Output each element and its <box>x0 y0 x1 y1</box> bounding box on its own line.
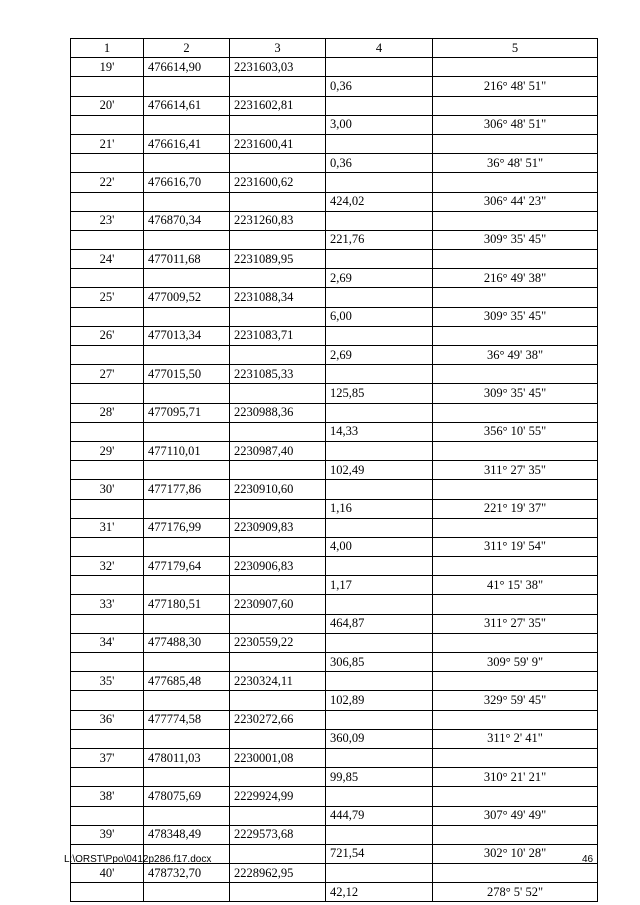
point-id-cell <box>71 537 144 556</box>
table-row <box>71 365 598 384</box>
x-coordinate-cell <box>144 77 230 96</box>
bearing-cell <box>433 173 598 192</box>
table-row <box>71 173 598 192</box>
point-id-cell <box>71 499 144 518</box>
point-id-cell: 38' <box>71 787 144 806</box>
distance-cell: 14,33 <box>326 422 433 441</box>
y-coordinate-cell <box>230 422 326 441</box>
distance-cell <box>326 633 433 652</box>
y-coordinate-cell: 2230907,60 <box>230 595 326 614</box>
point-id-cell: 32' <box>71 557 144 576</box>
x-coordinate-cell: 477685,48 <box>144 672 230 691</box>
distance-cell <box>326 825 433 844</box>
y-coordinate-cell <box>230 461 326 480</box>
point-id-cell <box>71 461 144 480</box>
table-row <box>71 77 598 96</box>
y-coordinate-cell: 2231603,03 <box>230 58 326 77</box>
distance-cell <box>326 250 433 269</box>
table-row <box>71 441 598 460</box>
point-id-cell: 21' <box>71 134 144 153</box>
table-row <box>71 518 598 537</box>
table-row <box>71 115 598 134</box>
point-id-cell <box>71 115 144 134</box>
y-coordinate-cell: 2231600,62 <box>230 173 326 192</box>
x-coordinate-cell <box>144 307 230 326</box>
point-id-cell: 22' <box>71 173 144 192</box>
table-row <box>71 211 598 230</box>
distance-cell: 125,85 <box>326 384 433 403</box>
distance-cell: 0,36 <box>326 77 433 96</box>
bearing-cell: 306° 44' 23" <box>433 192 598 211</box>
point-id-cell <box>71 77 144 96</box>
y-coordinate-cell: 2230906,83 <box>230 557 326 576</box>
point-id-cell <box>71 384 144 403</box>
y-coordinate-cell: 2231083,71 <box>230 326 326 345</box>
point-id-cell: 26' <box>71 326 144 345</box>
table-row <box>71 806 598 825</box>
bearing-cell <box>433 250 598 269</box>
point-id-cell: 30' <box>71 480 144 499</box>
distance-cell: 3,00 <box>326 115 433 134</box>
bearing-cell: 311° 27' 35" <box>433 461 598 480</box>
point-id-cell: 23' <box>71 211 144 230</box>
bearing-cell <box>433 633 598 652</box>
page-number: 46 <box>582 854 594 865</box>
bearing-cell: 307° 49' 49" <box>433 806 598 825</box>
table-row <box>71 653 598 672</box>
bearing-cell: 221° 19' 37" <box>433 499 598 518</box>
distance-cell: 721,54 <box>326 844 433 863</box>
bearing-cell: 36° 49' 38" <box>433 346 598 365</box>
point-id-cell: 24' <box>71 250 144 269</box>
x-coordinate-cell: 476616,70 <box>144 173 230 192</box>
table-row <box>71 633 598 652</box>
bearing-cell <box>433 557 598 576</box>
x-coordinate-cell <box>144 115 230 134</box>
y-coordinate-cell <box>230 154 326 173</box>
distance-cell <box>326 365 433 384</box>
point-id-cell: 28' <box>71 403 144 422</box>
bearing-cell <box>433 748 598 767</box>
point-id-cell <box>71 192 144 211</box>
table-row <box>71 134 598 153</box>
x-coordinate-cell <box>144 461 230 480</box>
column-header-4: 4 <box>326 39 433 58</box>
distance-cell: 0,36 <box>326 154 433 173</box>
table-row <box>71 825 598 844</box>
bearing-cell <box>433 134 598 153</box>
distance-cell: 4,00 <box>326 537 433 556</box>
bearing-cell <box>433 864 598 883</box>
point-id-cell: 39' <box>71 825 144 844</box>
distance-cell: 1,17 <box>326 576 433 595</box>
x-coordinate-cell <box>144 154 230 173</box>
bearing-cell <box>433 365 598 384</box>
table-row <box>71 403 598 422</box>
x-coordinate-cell <box>144 576 230 595</box>
column-header-2: 2 <box>144 39 230 58</box>
y-coordinate-cell: 2230324,11 <box>230 672 326 691</box>
point-id-cell: 34' <box>71 633 144 652</box>
table-row <box>71 557 598 576</box>
distance-cell <box>326 173 433 192</box>
bearing-cell: 302° 10' 28" <box>433 844 598 863</box>
distance-cell: 444,79 <box>326 806 433 825</box>
y-coordinate-cell: 2231600,41 <box>230 134 326 153</box>
distance-cell: 102,89 <box>326 691 433 710</box>
y-coordinate-cell <box>230 768 326 787</box>
bearing-cell: 309° 59' 9" <box>433 653 598 672</box>
table-row <box>71 768 598 787</box>
distance-cell: 1,16 <box>326 499 433 518</box>
table-row <box>71 480 598 499</box>
x-coordinate-cell <box>144 729 230 748</box>
distance-cell <box>326 557 433 576</box>
y-coordinate-cell: 2231085,33 <box>230 365 326 384</box>
point-id-cell: 25' <box>71 288 144 307</box>
table-body <box>71 39 598 902</box>
x-coordinate-cell <box>144 384 230 403</box>
table-row <box>71 288 598 307</box>
column-header-3: 3 <box>230 39 326 58</box>
point-id-cell: 31' <box>71 518 144 537</box>
x-coordinate-cell: 476616,41 <box>144 134 230 153</box>
bearing-cell <box>433 58 598 77</box>
distance-cell <box>326 710 433 729</box>
y-coordinate-cell: 2228962,95 <box>230 864 326 883</box>
bearing-cell: 309° 35' 45" <box>433 307 598 326</box>
bearing-cell <box>433 288 598 307</box>
point-id-cell <box>71 422 144 441</box>
distance-cell <box>326 58 433 77</box>
distance-cell: 6,00 <box>326 307 433 326</box>
y-coordinate-cell <box>230 77 326 96</box>
distance-cell <box>326 787 433 806</box>
table-row <box>71 96 598 115</box>
point-id-cell: 20' <box>71 96 144 115</box>
y-coordinate-cell <box>230 537 326 556</box>
distance-cell <box>326 480 433 499</box>
y-coordinate-cell <box>230 269 326 288</box>
y-coordinate-cell <box>230 844 326 863</box>
x-coordinate-cell <box>144 230 230 249</box>
bearing-cell <box>433 518 598 537</box>
bearing-cell: 329° 59' 45" <box>433 691 598 710</box>
y-coordinate-cell: 2231260,83 <box>230 211 326 230</box>
bearing-cell: 278° 5' 52" <box>433 883 598 902</box>
x-coordinate-cell: 476614,61 <box>144 96 230 115</box>
bearing-cell: 311° 19' 54" <box>433 537 598 556</box>
point-id-cell <box>71 768 144 787</box>
table-row <box>71 883 598 902</box>
y-coordinate-cell <box>230 806 326 825</box>
table-row <box>71 326 598 345</box>
x-coordinate-cell: 477110,01 <box>144 441 230 460</box>
table-row <box>71 691 598 710</box>
x-coordinate-cell <box>144 614 230 633</box>
point-id-cell <box>71 154 144 173</box>
x-coordinate-cell: 477009,52 <box>144 288 230 307</box>
bearing-cell <box>433 710 598 729</box>
distance-cell <box>326 326 433 345</box>
footer-file-path: L:\ORST\Ppo\0412p286.f17.docx <box>64 854 212 865</box>
x-coordinate-cell: 477177,86 <box>144 480 230 499</box>
table-row <box>71 576 598 595</box>
y-coordinate-cell <box>230 691 326 710</box>
point-id-cell: 35' <box>71 672 144 691</box>
bearing-cell <box>433 825 598 844</box>
y-coordinate-cell: 2230001,08 <box>230 748 326 767</box>
table-row <box>71 537 598 556</box>
x-coordinate-cell <box>144 269 230 288</box>
bearing-cell <box>433 480 598 499</box>
point-id-cell <box>71 614 144 633</box>
x-coordinate-cell: 478348,49 <box>144 825 230 844</box>
x-coordinate-cell <box>144 537 230 556</box>
x-coordinate-cell: 476870,34 <box>144 211 230 230</box>
point-id-cell <box>71 307 144 326</box>
distance-cell <box>326 134 433 153</box>
y-coordinate-cell: 2230987,40 <box>230 441 326 460</box>
point-id-cell: 19' <box>71 58 144 77</box>
point-id-cell: 27' <box>71 365 144 384</box>
x-coordinate-cell <box>144 653 230 672</box>
y-coordinate-cell: 2231089,95 <box>230 250 326 269</box>
bearing-cell: 356° 10' 55" <box>433 422 598 441</box>
x-coordinate-cell: 477015,50 <box>144 365 230 384</box>
table-row <box>71 787 598 806</box>
x-coordinate-cell: 477095,71 <box>144 403 230 422</box>
bearing-cell: 309° 35' 45" <box>433 230 598 249</box>
table-row <box>71 864 598 883</box>
y-coordinate-cell: 2231088,34 <box>230 288 326 307</box>
table-row <box>71 230 598 249</box>
table-row <box>71 729 598 748</box>
coordinates-table <box>70 38 598 902</box>
point-id-cell <box>71 269 144 288</box>
table-row <box>71 269 598 288</box>
distance-cell <box>326 288 433 307</box>
x-coordinate-cell <box>144 883 230 902</box>
point-id-cell: 29' <box>71 441 144 460</box>
distance-cell <box>326 96 433 115</box>
y-coordinate-cell: 2230272,66 <box>230 710 326 729</box>
y-coordinate-cell <box>230 576 326 595</box>
distance-cell: 2,69 <box>326 269 433 288</box>
distance-cell <box>326 748 433 767</box>
bearing-cell: 309° 35' 45" <box>433 384 598 403</box>
bearing-cell: 311° 2' 41" <box>433 729 598 748</box>
y-coordinate-cell <box>230 499 326 518</box>
x-coordinate-cell: 477180,51 <box>144 595 230 614</box>
y-coordinate-cell <box>230 115 326 134</box>
table-row <box>71 748 598 767</box>
bearing-cell <box>433 211 598 230</box>
x-coordinate-cell <box>144 192 230 211</box>
x-coordinate-cell: 478075,69 <box>144 787 230 806</box>
x-coordinate-cell: 477176,99 <box>144 518 230 537</box>
point-id-cell <box>71 806 144 825</box>
table-row <box>71 461 598 480</box>
table-row <box>71 710 598 729</box>
table-row <box>71 672 598 691</box>
bearing-cell: 310° 21' 21" <box>433 768 598 787</box>
bearing-cell <box>433 672 598 691</box>
x-coordinate-cell: 477013,34 <box>144 326 230 345</box>
bearing-cell: 216° 48' 51" <box>433 77 598 96</box>
y-coordinate-cell <box>230 346 326 365</box>
y-coordinate-cell: 2229924,99 <box>230 787 326 806</box>
x-coordinate-cell <box>144 691 230 710</box>
x-coordinate-cell: 476614,90 <box>144 58 230 77</box>
distance-cell: 221,76 <box>326 230 433 249</box>
bearing-cell <box>433 441 598 460</box>
bearing-cell: 216° 49' 38" <box>433 269 598 288</box>
distance-cell <box>326 595 433 614</box>
y-coordinate-cell <box>230 230 326 249</box>
x-coordinate-cell: 477179,64 <box>144 557 230 576</box>
bearing-cell <box>433 403 598 422</box>
distance-cell: 102,49 <box>326 461 433 480</box>
bearing-cell: 306° 48' 51" <box>433 115 598 134</box>
x-coordinate-cell: 477011,68 <box>144 250 230 269</box>
y-coordinate-cell <box>230 653 326 672</box>
bearing-cell <box>433 787 598 806</box>
bearing-cell: 36° 48' 51" <box>433 154 598 173</box>
y-coordinate-cell <box>230 307 326 326</box>
point-id-cell <box>71 883 144 902</box>
y-coordinate-cell <box>230 614 326 633</box>
x-coordinate-cell: 477488,30 <box>144 633 230 652</box>
point-id-cell <box>71 729 144 748</box>
point-id-cell <box>71 576 144 595</box>
distance-cell <box>326 403 433 422</box>
table-row <box>71 346 598 365</box>
point-id-cell <box>71 230 144 249</box>
y-coordinate-cell <box>230 192 326 211</box>
point-id-cell <box>71 346 144 365</box>
distance-cell: 360,09 <box>326 729 433 748</box>
distance-cell <box>326 211 433 230</box>
x-coordinate-cell <box>144 346 230 365</box>
bearing-cell <box>433 326 598 345</box>
distance-cell <box>326 864 433 883</box>
distance-cell <box>326 441 433 460</box>
distance-cell: 424,02 <box>326 192 433 211</box>
distance-cell <box>326 672 433 691</box>
point-id-cell: 33' <box>71 595 144 614</box>
x-coordinate-cell <box>144 422 230 441</box>
x-coordinate-cell <box>144 499 230 518</box>
table-row <box>71 58 598 77</box>
column-header-1: 1 <box>71 39 144 58</box>
table-row <box>71 192 598 211</box>
bearing-cell <box>433 96 598 115</box>
y-coordinate-cell: 2231602,81 <box>230 96 326 115</box>
x-coordinate-cell <box>144 768 230 787</box>
x-coordinate-cell: 478011,03 <box>144 748 230 767</box>
distance-cell <box>326 518 433 537</box>
x-coordinate-cell: 477774,58 <box>144 710 230 729</box>
table-row <box>71 595 598 614</box>
table-row <box>71 614 598 633</box>
distance-cell: 99,85 <box>326 768 433 787</box>
x-coordinate-cell <box>144 806 230 825</box>
y-coordinate-cell <box>230 384 326 403</box>
y-coordinate-cell: 2229573,68 <box>230 825 326 844</box>
y-coordinate-cell: 2230910,60 <box>230 480 326 499</box>
point-id-cell <box>71 691 144 710</box>
point-id-cell: 36' <box>71 710 144 729</box>
table-header-row <box>71 39 598 58</box>
distance-cell: 2,69 <box>326 346 433 365</box>
point-id-cell: 37' <box>71 748 144 767</box>
bearing-cell: 311° 27' 35" <box>433 614 598 633</box>
table-row <box>71 422 598 441</box>
y-coordinate-cell <box>230 729 326 748</box>
y-coordinate-cell: 2230909,83 <box>230 518 326 537</box>
bearing-cell <box>433 595 598 614</box>
table-row <box>71 307 598 326</box>
y-coordinate-cell: 2230988,36 <box>230 403 326 422</box>
x-coordinate-cell: 478732,70 <box>144 864 230 883</box>
y-coordinate-cell <box>230 883 326 902</box>
point-id-cell <box>71 653 144 672</box>
table-row <box>71 250 598 269</box>
bearing-cell: 41° 15' 38" <box>433 576 598 595</box>
point-id-cell: 40' <box>71 864 144 883</box>
distance-cell: 464,87 <box>326 614 433 633</box>
table-row <box>71 154 598 173</box>
distance-cell: 42,12 <box>326 883 433 902</box>
distance-cell: 306,85 <box>326 653 433 672</box>
column-header-5: 5 <box>433 39 598 58</box>
y-coordinate-cell: 2230559,22 <box>230 633 326 652</box>
table-row <box>71 384 598 403</box>
table-row <box>71 499 598 518</box>
